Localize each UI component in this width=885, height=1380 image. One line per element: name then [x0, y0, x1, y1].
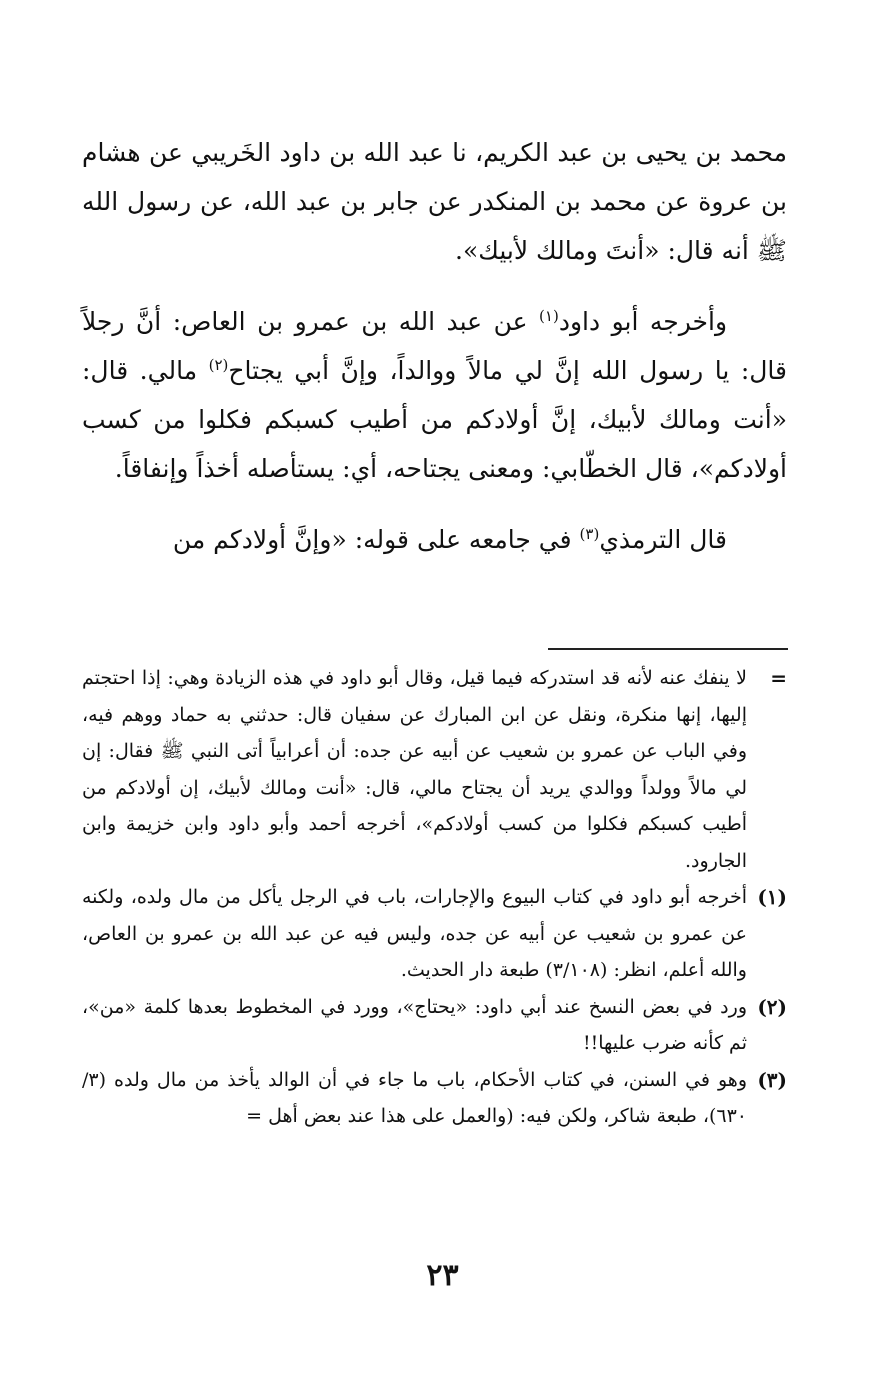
- paragraph-abu-dawud: [82, 297, 787, 493]
- footnote-mark-3: (٣): [757, 1067, 787, 1092]
- footnote-mark-1: (١): [757, 885, 787, 909]
- footnote-2-text: ورد في بعض النسخ عند أبي داود: «يحتاج»، وورد في المخطوط بعدها كلمة «من»، ثم كأنه ضرب عليها!!: [82, 995, 747, 1054]
- main-text: [82, 128, 787, 586]
- footnote-1: [82, 879, 787, 989]
- footnote-divider: [548, 648, 788, 650]
- footnote-ref-1[interactable]: (١): [539, 307, 559, 325]
- paragraph-abu-dawud-end: مالي. قال: «أنت ومالك لأبيك، إنَّ أولادكم من أطيب كسبكم فكلوا من كسب أولادكم»، قال الخطّابي: ومعنى يجتاحه، أي: يستأصله أخذاً وإنفاقاً.: [82, 356, 787, 483]
- footnote-continuation-text: لا ينفك عنه لأنه قد استدركه فيما قيل، وقال أبو داود في هذه الزيادة وهي: إذا احتجتم إليها، إنها منكرة، ونقل عن ابن المبارك عن سفيان قال: حدثني به حماد ووهم فيه، وفي الباب عن عمرو بن شعيب عن أبيه عن جده: أن أعرابياً أتى النبي ﷺ فقال: إن لي مالاً وولداً ووالدي يريد أن يجتاح مالي، قال: «أنت ومالك لأبيك، إن أولادكم من أطيب كسبكم فكلوا من كسب أولادكم»، أخرجه أحمد وأبو داود وابن خزيمة وابن الجارود.: [82, 667, 747, 872]
- continuation-mark: =: [770, 666, 787, 690]
- paragraph-tirmidhi-end: في جامعه على قوله: «وإنَّ أولادكم من: [172, 525, 572, 554]
- paragraph-hadith-jabir: محمد بن يحيى بن عبد الكريم، نا عبد الله بن داود الخَريبي عن هشام بن عروة عن محمد بن المنكدر عن جابر بن عبد الله، عن رسول الله ﷺ أنه قال: «أنتَ ومالك لأبيك».: [82, 138, 787, 265]
- footnote-2: [82, 989, 787, 1062]
- footnote-ref-3[interactable]: (٣): [579, 525, 600, 543]
- paragraph-tirmidhi-start: قال الترمذي: [599, 525, 727, 554]
- footnote-1-text: أخرجه أبو داود في كتاب البيوع والإجارات، باب في الرجل يأكل من مال ولده، ولكنه عن عمرو بن شعيب عن أبيه عن جده، وليس فيه عن عبد الله بن عمرو بن العاص، والله أعلم، انظر: (٣/١٠٨) طبعة دار الحديث.: [82, 886, 747, 981]
- paragraph-tirmidhi: [82, 515, 787, 564]
- footnote-3-text: وهو في السنن، في كتاب الأحكام، باب ما جاء في أن الوالد يأخذ من مال ولده (٣/ ٦٣٠)، طبعة شاكر، ولكن فيه: (والعمل على هذا عند بعض أهل =: [82, 1068, 747, 1127]
- paragraph-abu-dawud-middle: عن عبد الله بن عمرو بن العاص: أنَّ رجلاً قال: يا رسول الله إنَّ لي مالاً ووالداً، وإنَّ أبي يجتاح: [82, 307, 787, 385]
- footnote-continuation: [82, 660, 787, 879]
- page-number: ٢٣: [426, 1258, 459, 1293]
- footnote-3: [82, 1062, 787, 1135]
- footnote-ref-2[interactable]: (٢): [208, 356, 229, 374]
- footnote-mark-2: (٢): [757, 994, 787, 1019]
- paragraph-abu-dawud-start: وأخرجه أبو داود: [558, 307, 728, 336]
- footnotes: [82, 660, 787, 1135]
